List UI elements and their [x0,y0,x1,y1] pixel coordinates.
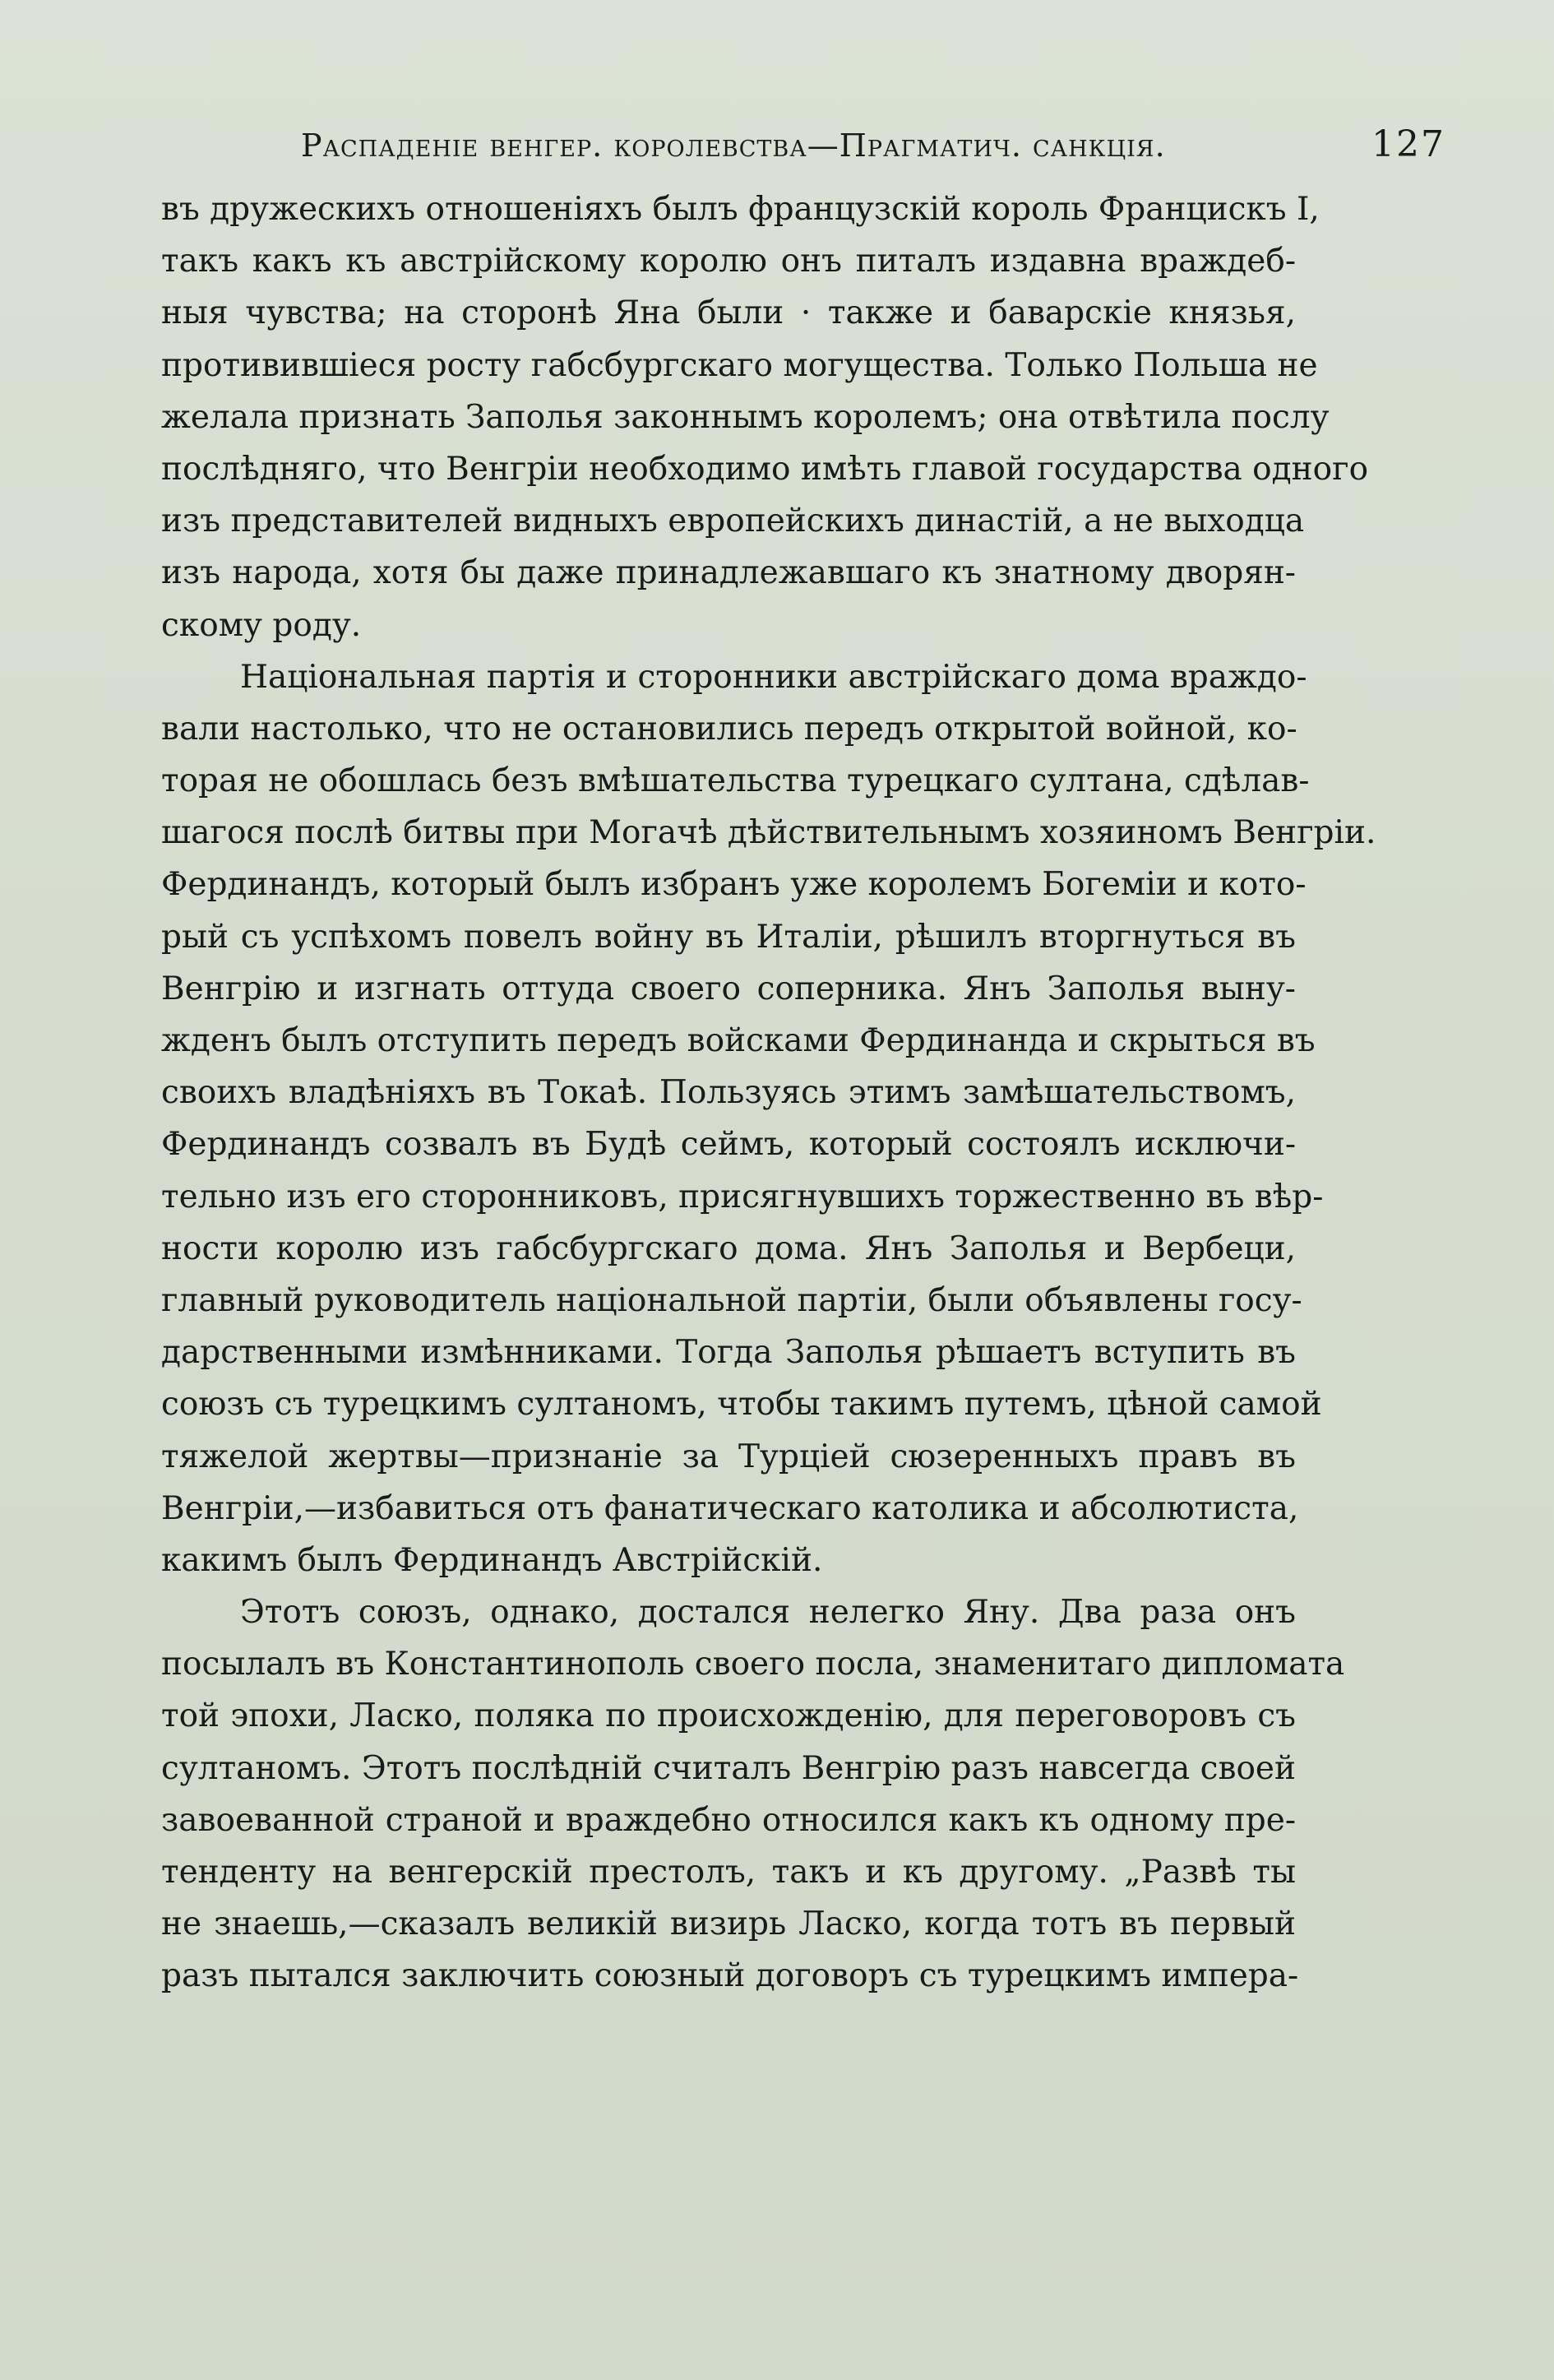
text-line: завоеванной страной и враждебно относился какъ къ одному пре- [161,1801,1296,1839]
text-line: ности королю изъ габсбургскаго дома. Янъ Заполья и Вербеци, [161,1229,1296,1267]
text-line: разъ пытался заключить союзный договоръ съ турецкимъ импера- [161,1957,1299,1995]
text-line: изъ представителей видныхъ европейскихъ династій, а не выходца [161,502,1305,540]
text-line: султаномъ. Этотъ послѣдній считалъ Венгрію разъ навсегда своей [161,1749,1296,1787]
text-line: жденъ былъ отступить передъ войсками Фердинанда и скрыться въ [161,1022,1316,1059]
text-line: такъ какъ къ австрійскому королю онъ питалъ издавна враждеб- [161,243,1296,280]
paragraph [161,651,1376,1586]
text-line: своихъ владѣніяхъ въ Токаѣ. Пользуясь этимъ замѣшательствомъ, [161,1074,1296,1112]
text-line: противившіеся росту габсбургскаго могущества. Только Польша не [161,346,1318,384]
page-number: 127 [1371,123,1445,165]
book-page [161,123,1445,2262]
text-line: изъ народа, хотя бы даже принадлежавшаго къ знатному дворян- [161,554,1296,592]
running-head-title: Распаденіе венгер. королевства—Прагматич. санкція. [301,127,1166,164]
text-line: не знаешь,—сказалъ великій визирь Ласко, когда тотъ въ первый [161,1905,1296,1943]
text-line: вали настолько, что не остановились передъ открытой войной, ко- [161,710,1297,748]
text-body [161,183,1376,2003]
text-line: шагося послѣ битвы при Могачѣ дѣйствительнымъ хозяиномъ Венгріи. [161,814,1376,852]
text-line: рый съ успѣхомъ повелъ войну въ Италіи, рѣшилъ вторгнуться въ [161,918,1296,956]
text-line: въ дружескихъ отношеніяхъ былъ французскій король Францискъ I, [161,191,1320,228]
text-line: послѣдняго, что Венгріи необходимо имѣть главой государства одного [161,450,1369,488]
text-line: главный руководитель національной партіи, были объявлены госу- [161,1281,1302,1319]
text-line: той эпохи, Ласко, поляка по происхожденію, для переговоровъ съ [161,1697,1296,1735]
text-line: ныя чувства; на сторонѣ Яна были · также и баварскіе князья, [161,294,1296,332]
paragraph [161,183,1369,651]
text-line: посылалъ въ Константинополь своего посла, знаменитаго дипломата [161,1646,1345,1683]
text-line: Этотъ союзъ, однако, достался нелегко Яну. Два раза онъ [240,1594,1296,1632]
text-line: Фердинандъ, который былъ избранъ уже королемъ Богеміи и кото- [161,866,1307,904]
text-line: союзъ съ турецкимъ султаномъ, чтобы такимъ путемъ, цѣной самой [161,1386,1322,1424]
text-line: Венгрію и изгнать оттуда своего соперника. Янъ Заполья выну- [161,970,1296,1007]
text-line: тяжелой жертвы—признаніе за Турціей сюзеренныхъ правъ въ [161,1438,1296,1475]
paragraph [161,1586,1345,2003]
text-line: Венгріи,—избавиться отъ фанатическаго католика и абсолютиста, [161,1489,1299,1527]
text-line: Національная партія и сторонники австрійскаго дома враждо- [240,658,1307,696]
text-line: скому роду. [161,606,362,644]
text-line: желала признать Заполья законнымъ королемъ; она отвѣтила послу [161,398,1330,436]
text-line: тенденту на венгерскій престолъ, такъ и къ другому. „Развѣ ты [161,1854,1296,1891]
text-line: дарственными измѣнниками. Тогда Заполья рѣшаетъ вступить въ [161,1334,1296,1372]
text-line: какимъ былъ Фердинандъ Австрійскій. [161,1541,823,1579]
text-line: торая не обошлась безъ вмѣшательства турецкаго султана, сдѣлав- [161,762,1310,800]
running-head [301,123,1445,165]
text-line: тельно изъ его сторонниковъ, присягнувшихъ торжественно въ вѣр- [161,1178,1324,1215]
text-line: Фердинандъ созвалъ въ Будѣ сеймъ, который состоялъ исключи- [161,1126,1296,1164]
